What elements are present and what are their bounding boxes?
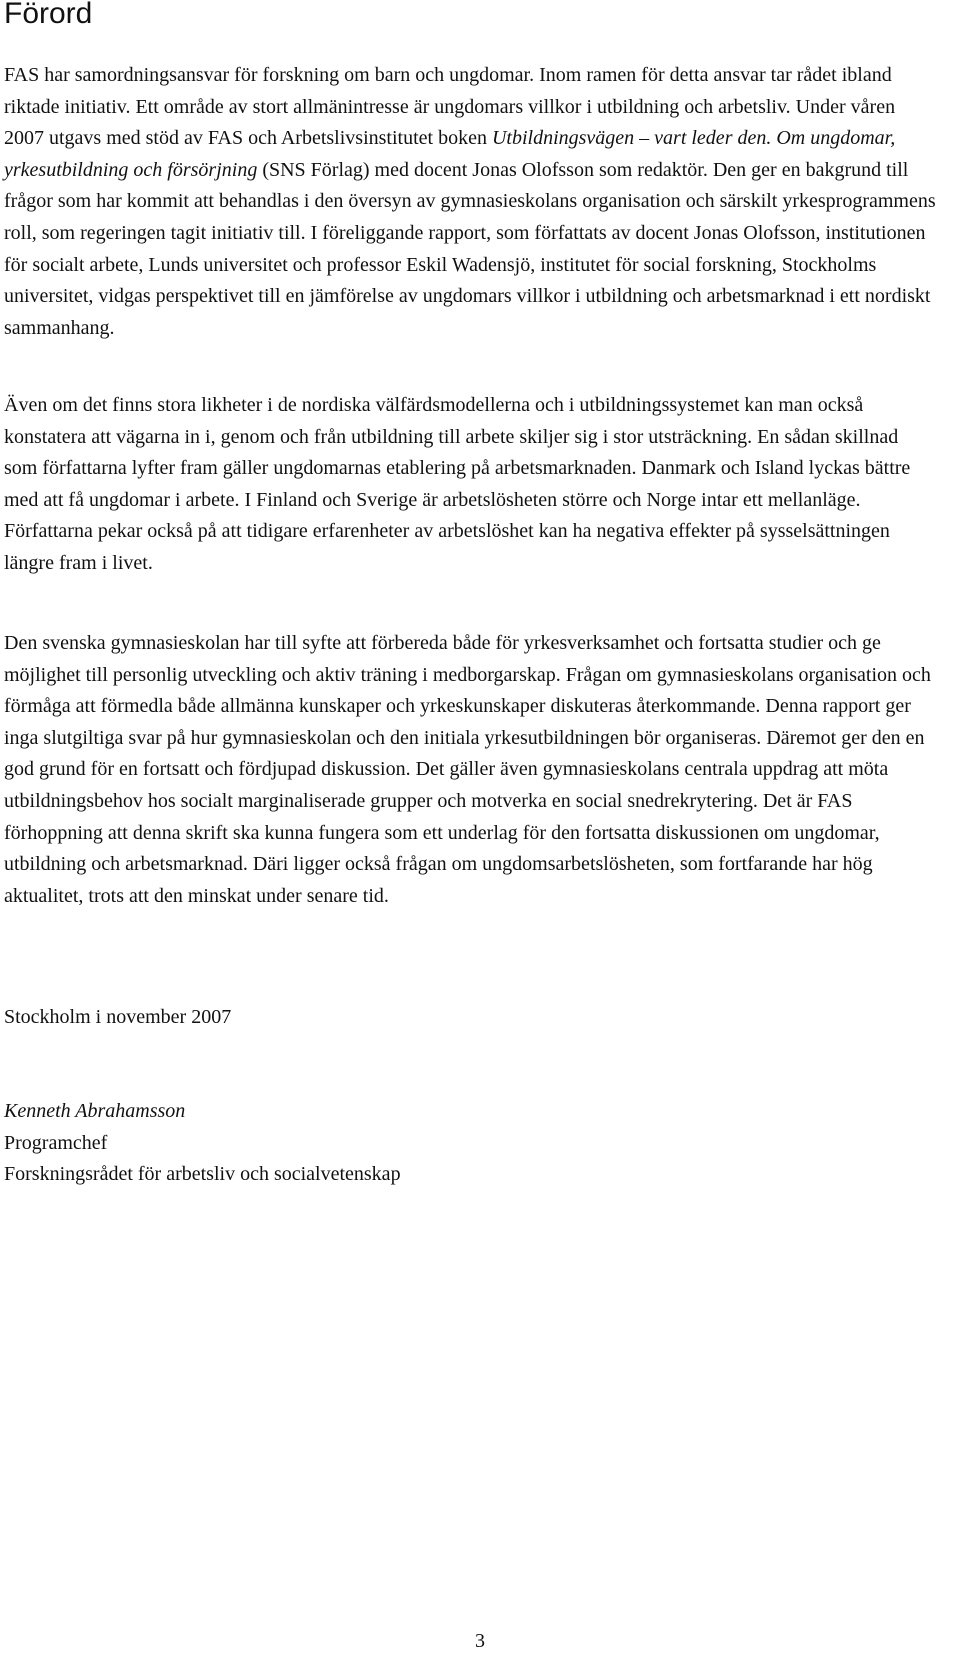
paragraph-1-text xyxy=(4,60,936,344)
signature-organization: Forskningsrådet för arbetsliv och socialvetenskap xyxy=(4,1163,401,1186)
paragraph-1-text-a: FAS har samordningsansvar för forskning om barn och ungdomar. Inom ramen för detta ansvar tar rådet ibland riktade initiativ. Ett område av stort allmänintresse är ungdomars villkor i utbildning och arbetsliv. Under våren 2007 utgavs med stöd av FAS och Arbetslivsinstitutet boken xyxy=(4,64,896,150)
paragraph-2-text: Även om det finns stora likheter i de nordiska välfärdsmodellerna och i utbildningssystemet kan man också konstatera att vägarna in i, genom och från utbildning till arbete skiljer sig i stor utsträckning. En sådan skillnad som författarna lyfter fram gäller ungdomarnas etablering på arbetsmarknaden. Danmark och Island lyckas bättre med att få ungdomar i arbete. I Finland och Sverige är arbetslösheten större och Norge intar ett mellanläge. Författarna pekar också på att tidigare erfarenheter av arbetslöshet kan ha negativa effekter på sysselsättningen längre fram i livet. xyxy=(4,394,911,574)
place-date xyxy=(4,1002,936,1034)
signature-name: Kenneth Abrahamsson xyxy=(4,1100,186,1122)
place-date-text: Stockholm i november 2007 xyxy=(4,1006,232,1028)
signature-role: Programchef xyxy=(4,1131,108,1154)
paragraph-1-text-b: (SNS Förlag) med docent Jonas Olofsson som redaktör. Den ger en bakgrund till frågor som har kommit att behandlas i den översyn av gymnasieskolans organisation och särskilt yrkesprogrammens roll, som regeringen tagit initiativ till. I föreliggande rapport, som författats av docent Jonas Olofsson, institutionen för socialt arbete, Lunds universitet och professor Eskil Wadensjö, institutet för social forskning, Stockholms universitet, vidgas perspektivet till en jämförelse av ungdomars villkor i utbildning och arbetsmarknad i ett nordiskt sammanhang. xyxy=(4,158,936,339)
page-number: 3 xyxy=(475,1630,485,1652)
paragraph-3 xyxy=(4,628,936,912)
page-title: Förord xyxy=(4,0,93,30)
paragraph-1 xyxy=(4,60,936,344)
paragraph-2 xyxy=(4,390,936,580)
paragraph-3-text: Den svenska gymnasieskolan har till syfte att förbereda både för yrkesverksamhet och fortsatta studier och ge möjlighet till personlig utveckling och aktiv träning i medborgarskap. Frågan om gymnasieskolans organisation och förmåga att förmedla både allmänna kunskaper och yrkeskunskaper diskuteras återkommande. Denna rapport ger inga slutgiltiga svar på hur gymnasieskolan och den initiala yrkesutbildningen bör organiseras. Däremot ger den en god grund för en fortsatt och fördjupad diskussion. Det gäller även gymnasieskolans centrala uppdrag att möta utbildningsbehov hos socialt marginaliserade grupper och motverka en social snedrekrytering. Det är FAS förhoppning att denna skrift ska kunna fungera som ett underlag för den fortsatta diskussionen om ungdomar, utbildning och arbetsmarknad. Däri ligger också frågan om ungdomsarbetslösheten, som fortfarande har hög aktualitet, trots att den minskat under senare tid. xyxy=(4,632,931,907)
signature-block xyxy=(4,1096,936,1191)
book-title: Utbildningsvägen – vart leder den. Om ungdomar, yrkesutbildning och försörjning xyxy=(4,127,896,181)
